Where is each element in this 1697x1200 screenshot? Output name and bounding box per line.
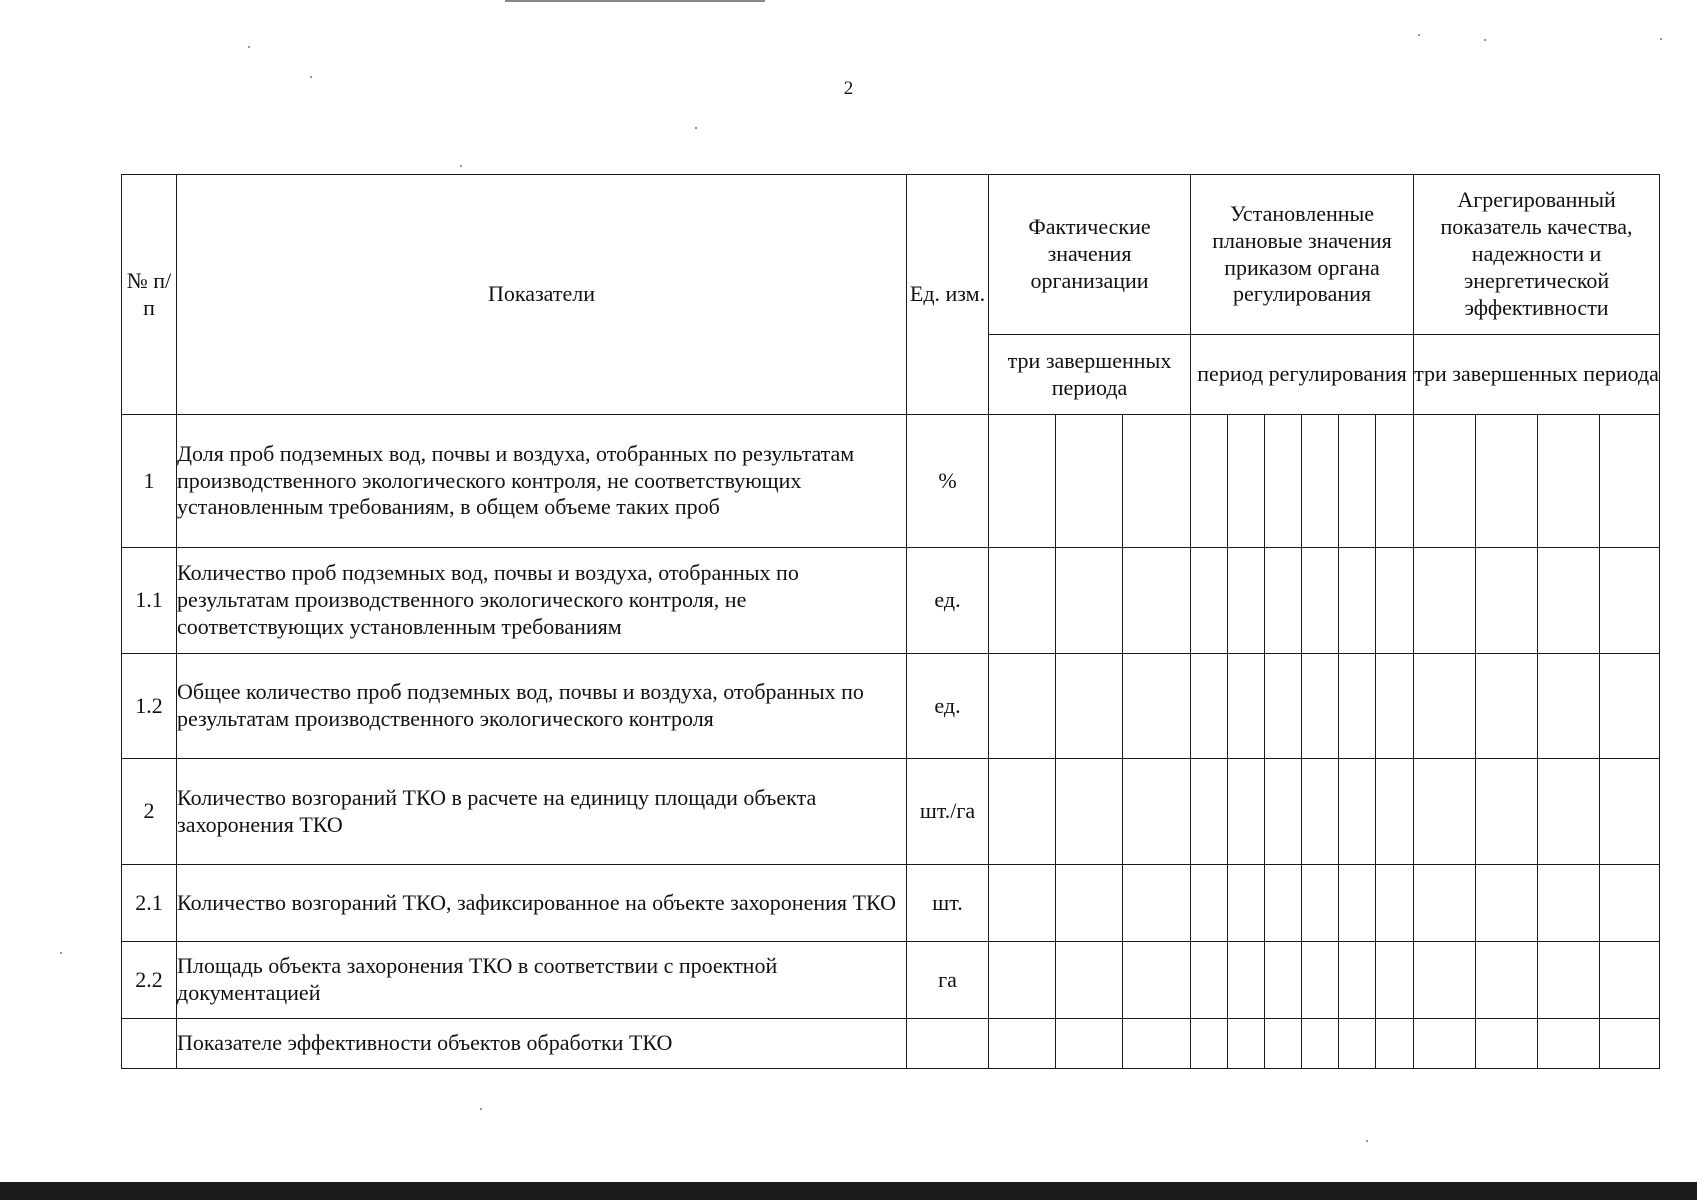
empty-value-cell (1265, 942, 1302, 1019)
empty-value-cell (989, 865, 1056, 942)
empty-value-cell (1538, 759, 1600, 865)
row-unit: ед. (907, 548, 989, 654)
scan-speck (1418, 34, 1420, 36)
row-unit: ед. (907, 654, 989, 759)
empty-value-cell (1339, 548, 1376, 654)
empty-value-cell (1228, 654, 1265, 759)
row-indicator-name: Количество возгораний ТКО в расчете на единицу площади объекта захоронения ТКО (177, 759, 907, 865)
empty-value-cell (989, 942, 1056, 1019)
header-indicator: Показатели (177, 175, 907, 415)
empty-value-cell (1600, 654, 1660, 759)
empty-value-cell (1265, 759, 1302, 865)
empty-value-cell (1414, 942, 1476, 1019)
empty-value-cell (989, 654, 1056, 759)
empty-value-cell (1414, 759, 1476, 865)
empty-value-cell (1339, 415, 1376, 548)
row-number (122, 1019, 177, 1069)
header-unit: Ед. изм. (907, 175, 989, 415)
empty-value-cell (1376, 1019, 1414, 1069)
empty-value-cell (1191, 759, 1228, 865)
scan-edge-bottom (0, 1182, 1697, 1200)
empty-value-cell (1339, 759, 1376, 865)
empty-value-cell (989, 548, 1056, 654)
empty-value-cell (1228, 865, 1265, 942)
scan-speck (695, 127, 697, 129)
empty-value-cell (1191, 942, 1228, 1019)
scan-speck (310, 76, 312, 78)
empty-value-cell (1123, 548, 1191, 654)
empty-value-cell (1056, 1019, 1123, 1069)
empty-value-cell (1302, 548, 1339, 654)
row-number: 2 (122, 759, 177, 865)
header-num: № п/п (122, 175, 177, 415)
empty-value-cell (1476, 1019, 1538, 1069)
empty-value-cell (1538, 865, 1600, 942)
empty-value-cell (1376, 548, 1414, 654)
row-indicator-name: Площадь объекта захоронения ТКО в соответствии с проектной документацией (177, 942, 907, 1019)
empty-value-cell (1228, 1019, 1265, 1069)
row-indicator-name: Количество проб подземных вод, почвы и воздуха, отобранных по результатам производственного экологического контроля, не соответствующих установленным требованиям (177, 548, 907, 654)
empty-value-cell (1339, 942, 1376, 1019)
subheader-aggregated-periods: три завершенных периода (1414, 335, 1660, 415)
header-planned-values: Установленные плановые значения приказом органа регулирования (1191, 175, 1414, 335)
empty-value-cell (1476, 865, 1538, 942)
empty-value-cell (1339, 865, 1376, 942)
empty-value-cell (1123, 1019, 1191, 1069)
empty-value-cell (1056, 548, 1123, 654)
empty-value-cell (1414, 415, 1476, 548)
empty-value-cell (1600, 759, 1660, 865)
empty-value-cell (1414, 1019, 1476, 1069)
empty-value-cell (1476, 548, 1538, 654)
empty-value-cell (1302, 1019, 1339, 1069)
empty-value-cell (1414, 654, 1476, 759)
empty-value-cell (1123, 865, 1191, 942)
empty-value-cell (1600, 1019, 1660, 1069)
empty-value-cell (1476, 942, 1538, 1019)
table-row (122, 548, 1660, 654)
empty-value-cell (1123, 942, 1191, 1019)
empty-value-cell (1476, 759, 1538, 865)
empty-value-cell (989, 415, 1056, 548)
scan-speck (1660, 38, 1662, 40)
empty-value-cell (1538, 1019, 1600, 1069)
table-row (122, 1019, 1660, 1069)
empty-value-cell (1056, 865, 1123, 942)
row-number: 2.1 (122, 865, 177, 942)
empty-value-cell (1265, 415, 1302, 548)
scan-artifact-top (505, 0, 765, 2)
row-indicator-name: Общее количество проб подземных вод, почвы и воздуха, отобранных по результатам производственного экологического контроля (177, 654, 907, 759)
empty-value-cell (1538, 548, 1600, 654)
empty-value-cell (1191, 548, 1228, 654)
empty-value-cell (1056, 942, 1123, 1019)
indicators-table (121, 174, 1660, 1069)
empty-value-cell (1265, 1019, 1302, 1069)
empty-value-cell (1056, 654, 1123, 759)
header-aggregated-indicator: Агрегированный показатель качества, надежности и энергетической эффективности (1414, 175, 1660, 335)
empty-value-cell (1123, 415, 1191, 548)
empty-value-cell (1191, 654, 1228, 759)
empty-value-cell (1191, 1019, 1228, 1069)
header-actual-values: Фактические значения организации (989, 175, 1191, 335)
row-number: 1.2 (122, 654, 177, 759)
scan-speck (60, 952, 62, 954)
table-row (122, 942, 1660, 1019)
empty-value-cell (1228, 415, 1265, 548)
subheader-regulation-period: период регулирования (1191, 335, 1414, 415)
row-unit: шт./га (907, 759, 989, 865)
row-number: 1 (122, 415, 177, 548)
table-body (122, 415, 1660, 1069)
empty-value-cell (1376, 865, 1414, 942)
empty-value-cell (1056, 415, 1123, 548)
row-unit (907, 1019, 989, 1069)
scan-speck (248, 46, 250, 48)
row-unit: % (907, 415, 989, 548)
table-row (122, 654, 1660, 759)
empty-value-cell (1600, 865, 1660, 942)
empty-value-cell (1228, 759, 1265, 865)
table-row (122, 759, 1660, 865)
empty-value-cell (1376, 415, 1414, 548)
empty-value-cell (1600, 942, 1660, 1019)
row-indicator-name: Количество возгораний ТКО, зафиксированное на объекте захоронения ТКО (177, 865, 907, 942)
row-unit: шт. (907, 865, 989, 942)
table-row (122, 415, 1660, 548)
empty-value-cell (1476, 654, 1538, 759)
row-indicator-name: Показателе эффективности объектов обработки ТКО (177, 1019, 907, 1069)
empty-value-cell (1414, 548, 1476, 654)
empty-value-cell (1302, 942, 1339, 1019)
empty-value-cell (1265, 654, 1302, 759)
empty-value-cell (1302, 759, 1339, 865)
empty-value-cell (1265, 548, 1302, 654)
empty-value-cell (1123, 759, 1191, 865)
empty-value-cell (989, 759, 1056, 865)
empty-value-cell (1302, 415, 1339, 548)
empty-value-cell (1191, 415, 1228, 548)
empty-value-cell (1538, 942, 1600, 1019)
page-number: 2 (843, 78, 854, 99)
subheader-actual-periods: три завершенных периода (989, 335, 1191, 415)
empty-value-cell (1600, 415, 1660, 548)
empty-value-cell (1191, 865, 1228, 942)
row-indicator-name: Доля проб подземных вод, почвы и воздуха, отобранных по результатам производственного экологического контроля, не соответствующих установленным требованиям, в общем объеме таких проб (177, 415, 907, 548)
empty-value-cell (1600, 548, 1660, 654)
empty-value-cell (1538, 654, 1600, 759)
empty-value-cell (1376, 759, 1414, 865)
empty-value-cell (1302, 654, 1339, 759)
scan-speck (1484, 39, 1486, 41)
empty-value-cell (1123, 654, 1191, 759)
empty-value-cell (1265, 865, 1302, 942)
scan-speck (480, 1108, 482, 1110)
empty-value-cell (989, 1019, 1056, 1069)
row-number: 1.1 (122, 548, 177, 654)
empty-value-cell (1476, 415, 1538, 548)
row-unit: га (907, 942, 989, 1019)
row-number: 2.2 (122, 942, 177, 1019)
empty-value-cell (1538, 415, 1600, 548)
empty-value-cell (1339, 1019, 1376, 1069)
empty-value-cell (1376, 942, 1414, 1019)
empty-value-cell (1414, 865, 1476, 942)
empty-value-cell (1302, 865, 1339, 942)
empty-value-cell (1339, 654, 1376, 759)
table-row (122, 865, 1660, 942)
empty-value-cell (1228, 548, 1265, 654)
empty-value-cell (1376, 654, 1414, 759)
scan-speck (1366, 1140, 1368, 1142)
empty-value-cell (1228, 942, 1265, 1019)
empty-value-cell (1056, 759, 1123, 865)
scan-speck (460, 165, 462, 167)
